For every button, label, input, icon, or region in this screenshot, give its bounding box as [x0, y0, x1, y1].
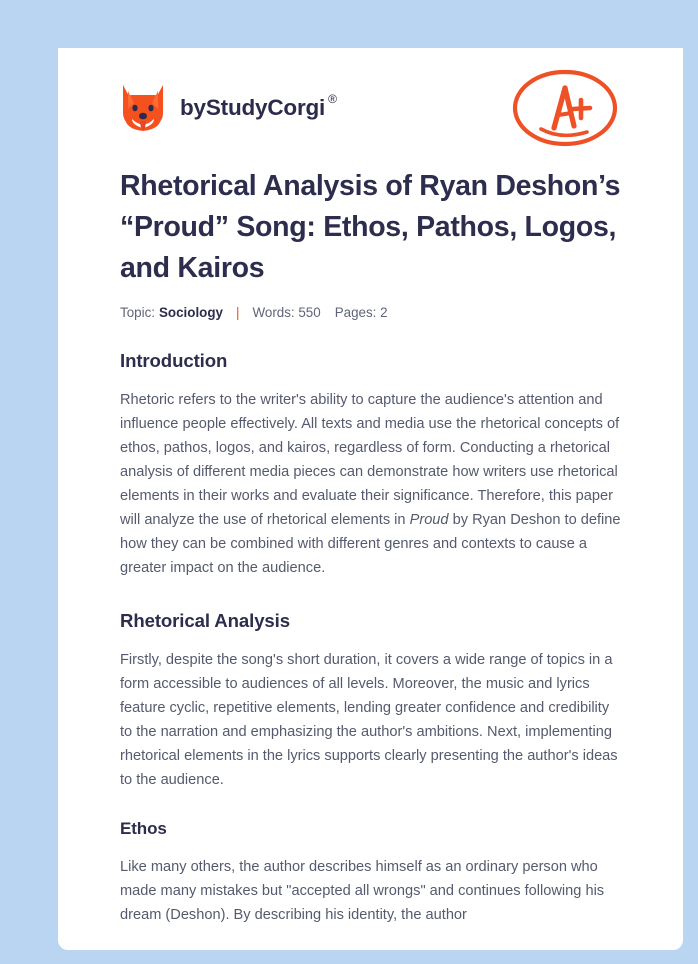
corgi-face-logo-icon [120, 83, 166, 133]
registered-trademark-icon: ® [328, 92, 337, 106]
brand-lockup[interactable] [120, 83, 337, 133]
brand-name [180, 92, 337, 121]
body-paragraph [120, 855, 621, 927]
topic-label: Topic: [120, 305, 155, 320]
paragraph-text: Rhetoric refers to the writer's ability to capture the audience's attention and influence people effectively. All texts and media use the rhetorical concepts of ethos, pathos, logos, and kairos, regardless of form. Conducting a rhetorical analysis of different media pieces can demonstrate how writers use rhetorical elements in their works and evaluate their significance. Therefore, this paper will analyze the use of rhetorical elements in [120, 392, 620, 528]
paragraph-text: Like many others, the author describes himself as an ordinary person who made many mistakes but "accepted all wrongs" and continues following his dream (Deshon). By describing his identity, the author [120, 859, 605, 923]
brand-title: StudyCorgi [205, 95, 326, 120]
meta-separator: | [235, 305, 240, 320]
brand-prefix: by [180, 95, 206, 120]
a-plus-grade-badge-icon [509, 66, 621, 150]
paragraph-text-cont: by Ryan Deshon to define how they can be combined with different genres and contexts to cause a greater impact on the audience. [120, 512, 621, 576]
page-count: Pages: 2 [334, 305, 388, 320]
document-page [58, 48, 683, 950]
body-paragraph [120, 648, 621, 792]
song-title-italic: Proud [409, 512, 449, 528]
section-heading: Ethos [120, 819, 167, 838]
document-meta [120, 305, 621, 320]
word-count: Words: 550 [252, 305, 321, 320]
topic-link[interactable]: Sociology [158, 305, 223, 320]
section-heading: Introduction [120, 350, 228, 371]
document-body [120, 350, 621, 927]
site-header [120, 48, 621, 152]
page-title: Rhetorical Analysis of Ryan Deshon’s “Proud” Song: Ethos, Pathos, Logos, and Kairos [120, 170, 621, 284]
section-heading: Rhetorical Analysis [120, 610, 290, 631]
body-paragraph [120, 388, 621, 580]
paragraph-text: Firstly, despite the song's short duration, it covers a wide range of topics in a form accessible to audiences of all levels. Moreover, the music and lyrics feature cyclic, repetitive elements, lending greater confidence and credibility to the narration and emphasizing the author's ambitions. Next, implementing rhetorical elements in the lyrics supports clearly presenting the author's ideas to the audience. [120, 652, 618, 788]
